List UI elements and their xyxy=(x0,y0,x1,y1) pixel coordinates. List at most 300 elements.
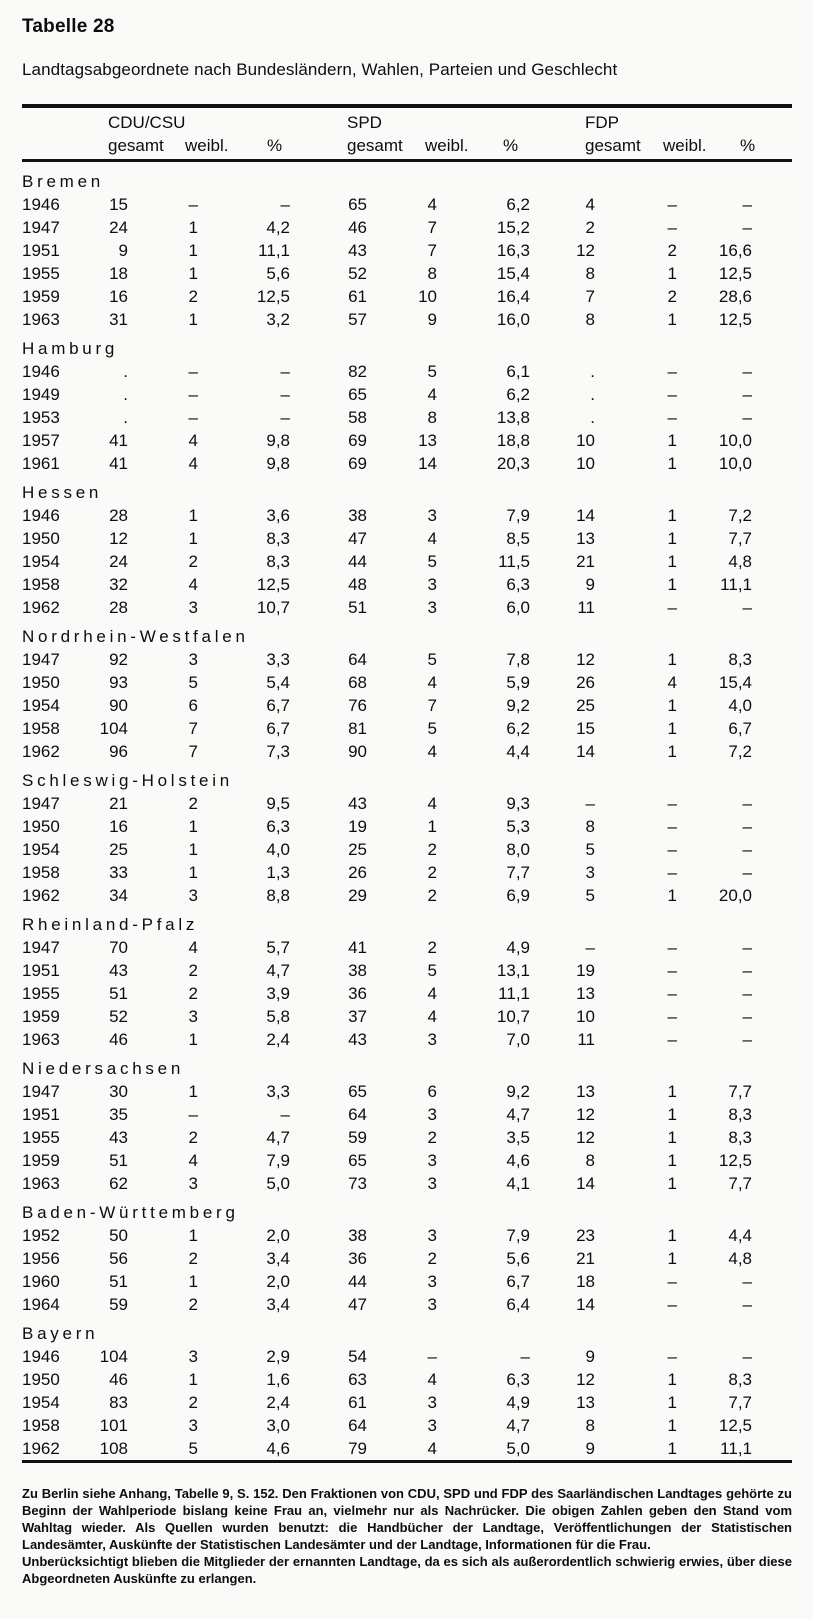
value-cell: 9 xyxy=(427,310,437,329)
value-cell: 7 xyxy=(585,287,595,306)
value-cell: 1 xyxy=(188,1226,198,1245)
value-cell: – xyxy=(520,1347,530,1366)
value-cell: 13 xyxy=(576,529,595,548)
value-cell: 61 xyxy=(348,287,367,306)
value-cell: 2 xyxy=(427,840,437,859)
section-heading: Rheinland-Pfalz xyxy=(22,915,199,934)
value-cell: 1 xyxy=(667,719,677,738)
value-cell: 36 xyxy=(348,984,367,1003)
value-cell: 2,0 xyxy=(266,1226,290,1245)
year-cell: 1949 xyxy=(22,385,60,404)
value-cell: 6 xyxy=(427,1082,437,1101)
value-cell: 101 xyxy=(99,1416,128,1435)
value-cell: 3 xyxy=(427,1295,437,1314)
year-cell: 1962 xyxy=(22,742,60,761)
value-cell: 3 xyxy=(188,1007,198,1026)
value-cell: 14 xyxy=(576,742,595,761)
value-cell: 2 xyxy=(667,241,677,260)
value-cell: 1 xyxy=(667,1151,677,1170)
value-cell: 83 xyxy=(109,1393,128,1412)
value-cell: 4 xyxy=(585,195,595,214)
value-cell: 5 xyxy=(427,552,437,571)
value-cell: 5,6 xyxy=(506,1249,530,1268)
value-cell: – xyxy=(667,385,677,404)
value-cell: 24 xyxy=(109,552,128,571)
value-cell: 6,7 xyxy=(266,696,290,715)
value-cell: – xyxy=(742,1272,752,1291)
value-cell: 64 xyxy=(348,650,367,669)
value-cell: 7,9 xyxy=(506,1226,530,1245)
value-cell: 1 xyxy=(188,840,198,859)
value-cell: 24 xyxy=(109,218,128,237)
value-cell: – xyxy=(585,794,595,813)
value-cell: 33 xyxy=(109,863,128,882)
value-cell: 12 xyxy=(576,1105,595,1124)
year-cell: 1950 xyxy=(22,529,60,548)
value-cell: 2 xyxy=(188,552,198,571)
value-cell: 13 xyxy=(576,984,595,1003)
year-cell: 1955 xyxy=(22,984,60,1003)
year-cell: 1953 xyxy=(22,408,60,427)
col-header-cdu-weibl: weibl. xyxy=(185,136,229,155)
value-cell: 3 xyxy=(188,598,198,617)
value-cell: 1 xyxy=(667,1174,677,1193)
col-header-cdu-pct: % xyxy=(267,136,283,155)
value-cell: 41 xyxy=(109,431,128,450)
table-row xyxy=(22,815,752,838)
value-cell: 6,1 xyxy=(506,362,530,381)
value-cell: 52 xyxy=(109,1007,128,1026)
value-cell: 38 xyxy=(348,506,367,525)
value-cell: 16 xyxy=(109,817,128,836)
value-cell: 4,7 xyxy=(266,1128,290,1147)
value-cell: 2,4 xyxy=(266,1030,290,1049)
value-cell: 2 xyxy=(427,863,437,882)
table-row xyxy=(22,452,752,475)
value-cell: 4 xyxy=(427,529,437,548)
year-cell: 1946 xyxy=(22,362,60,381)
value-cell: 69 xyxy=(348,431,367,450)
value-cell: – xyxy=(742,408,752,427)
value-cell: 6,0 xyxy=(506,598,530,617)
value-cell: – xyxy=(667,1295,677,1314)
value-cell: 21 xyxy=(576,552,595,571)
table-row xyxy=(22,504,752,527)
table-row xyxy=(22,1149,752,1172)
value-cell: 69 xyxy=(348,454,367,473)
section-heading: Hessen xyxy=(22,483,103,502)
value-cell: 7,7 xyxy=(728,1174,752,1193)
table-row xyxy=(22,838,752,861)
value-cell: 19 xyxy=(576,961,595,980)
value-cell: 11,1 xyxy=(498,984,530,1003)
value-cell: 108 xyxy=(99,1439,128,1458)
value-cell: 63 xyxy=(348,1370,367,1389)
value-cell: 6,7 xyxy=(506,1272,530,1291)
table-row xyxy=(22,1270,752,1293)
value-cell: 2 xyxy=(188,287,198,306)
value-cell: 1 xyxy=(667,310,677,329)
year-cell: 1954 xyxy=(22,1393,60,1412)
value-cell: 4 xyxy=(188,1151,198,1170)
value-cell: 1 xyxy=(667,1370,677,1389)
value-cell: 1 xyxy=(667,1226,677,1245)
value-cell: 4 xyxy=(427,794,437,813)
value-cell: 50 xyxy=(109,1226,128,1245)
value-cell: 1 xyxy=(667,454,677,473)
value-cell: 1 xyxy=(667,1249,677,1268)
value-cell: 1 xyxy=(188,1082,198,1101)
table-row xyxy=(22,648,752,671)
value-cell: . xyxy=(590,362,595,381)
value-cell: 1 xyxy=(188,1030,198,1049)
value-cell: 6,2 xyxy=(506,195,530,214)
value-cell: 26 xyxy=(348,863,367,882)
value-cell: – xyxy=(667,817,677,836)
value-cell: 5,0 xyxy=(266,1174,290,1193)
value-cell: 2 xyxy=(188,1295,198,1314)
table-row xyxy=(22,1126,752,1149)
value-cell: 18 xyxy=(109,264,128,283)
value-cell: 13 xyxy=(418,431,437,450)
value-cell: 6,3 xyxy=(506,575,530,594)
value-cell: 4 xyxy=(188,431,198,450)
value-cell: – xyxy=(742,1007,752,1026)
table-title: Landtagsabgeordnete nach Bundesländern, Wahlen, Parteien und Geschlecht xyxy=(22,60,618,79)
value-cell: 1 xyxy=(188,218,198,237)
value-cell: 5,8 xyxy=(266,1007,290,1026)
table-row xyxy=(22,1005,752,1028)
value-cell: 12,5 xyxy=(718,1151,752,1170)
value-cell: 13 xyxy=(576,1082,595,1101)
value-cell: 3 xyxy=(427,1151,437,1170)
value-cell: 31 xyxy=(109,310,128,329)
value-cell: 4 xyxy=(188,575,198,594)
value-cell: 6,2 xyxy=(506,385,530,404)
value-cell: 8,5 xyxy=(506,529,530,548)
year-cell: 1959 xyxy=(22,287,60,306)
value-cell: – xyxy=(667,938,677,957)
value-cell: – xyxy=(188,385,198,404)
value-cell: 34 xyxy=(109,886,128,905)
table-row xyxy=(22,936,752,959)
value-cell: 3 xyxy=(427,506,437,525)
value-cell: 18 xyxy=(576,1272,595,1291)
table-row xyxy=(22,717,752,740)
value-cell: 6,3 xyxy=(266,817,290,836)
year-cell: 1962 xyxy=(22,598,60,617)
value-cell: 1 xyxy=(188,264,198,283)
value-cell: – xyxy=(188,362,198,381)
year-cell: 1946 xyxy=(22,1347,60,1366)
value-cell: 1 xyxy=(667,1439,677,1458)
value-cell: 11,1 xyxy=(720,575,752,594)
value-cell: 23 xyxy=(576,1226,595,1245)
value-cell: 1,6 xyxy=(266,1370,290,1389)
value-cell: 4,4 xyxy=(506,742,530,761)
table-row xyxy=(22,383,752,406)
value-cell: 7,3 xyxy=(266,742,290,761)
value-cell: 37 xyxy=(348,1007,367,1026)
value-cell: 43 xyxy=(109,1128,128,1147)
value-cell: 59 xyxy=(109,1295,128,1314)
table-header xyxy=(22,108,792,159)
year-cell: 1951 xyxy=(22,1105,60,1124)
value-cell: 16,3 xyxy=(496,241,530,260)
year-cell: 1952 xyxy=(22,1226,60,1245)
value-cell: 4 xyxy=(188,938,198,957)
value-cell: 12 xyxy=(576,650,595,669)
value-cell: 104 xyxy=(99,1347,128,1366)
value-cell: – xyxy=(667,362,677,381)
col-header-cdu-gesamt: gesamt xyxy=(108,136,164,155)
table-row xyxy=(22,884,752,907)
table-row xyxy=(22,1172,752,1195)
value-cell: . xyxy=(123,385,128,404)
value-cell: 11 xyxy=(577,1030,595,1049)
value-cell: 12,5 xyxy=(256,287,290,306)
value-cell: 11,5 xyxy=(498,552,530,571)
value-cell: 7,9 xyxy=(266,1151,290,1170)
table-row xyxy=(22,1391,752,1414)
table-row xyxy=(22,1103,752,1126)
value-cell: 4,1 xyxy=(506,1174,530,1193)
year-cell: 1950 xyxy=(22,817,60,836)
value-cell: 2 xyxy=(667,287,677,306)
value-cell: 10,7 xyxy=(496,1007,530,1026)
value-cell: 5,6 xyxy=(266,264,290,283)
year-cell: 1963 xyxy=(22,310,60,329)
value-cell: 43 xyxy=(348,1030,367,1049)
value-cell: 5 xyxy=(427,362,437,381)
value-cell: 8 xyxy=(427,408,437,427)
table-row xyxy=(22,527,752,550)
year-cell: 1961 xyxy=(22,454,60,473)
value-cell: – xyxy=(742,385,752,404)
value-cell: 14 xyxy=(576,1295,595,1314)
value-cell: 11 xyxy=(577,598,595,617)
col-header-spd-pct: % xyxy=(503,136,519,155)
value-cell: 4 xyxy=(427,742,437,761)
value-cell: 1 xyxy=(667,1105,677,1124)
value-cell: 46 xyxy=(109,1030,128,1049)
value-cell: 1 xyxy=(667,696,677,715)
year-cell: 1955 xyxy=(22,264,60,283)
table-row xyxy=(22,694,752,717)
value-cell: 93 xyxy=(109,673,128,692)
value-cell: – xyxy=(742,984,752,1003)
value-cell: 12 xyxy=(576,1128,595,1147)
value-cell: – xyxy=(742,840,752,859)
col-header-fdp-gesamt: gesamt xyxy=(585,136,641,155)
value-cell: – xyxy=(742,1347,752,1366)
value-cell: 4,6 xyxy=(266,1439,290,1458)
value-cell: – xyxy=(742,863,752,882)
value-cell: 21 xyxy=(576,1249,595,1268)
table-row xyxy=(22,1247,752,1270)
value-cell: 9,5 xyxy=(266,794,290,813)
value-cell: 11,1 xyxy=(258,241,290,260)
value-cell: 3 xyxy=(188,1347,198,1366)
value-cell: 1 xyxy=(188,529,198,548)
section-heading: Bremen xyxy=(22,172,104,191)
value-cell: – xyxy=(667,863,677,882)
value-cell: 12,5 xyxy=(718,264,752,283)
value-cell: 5,7 xyxy=(266,938,290,957)
value-cell: 5 xyxy=(585,886,595,905)
value-cell: 8,3 xyxy=(728,1105,752,1124)
col-header-spd-gesamt: gesamt xyxy=(347,136,403,155)
value-cell: 4,7 xyxy=(506,1105,530,1124)
value-cell: 8,3 xyxy=(728,1370,752,1389)
value-cell: 54 xyxy=(348,1347,367,1366)
value-cell: . xyxy=(123,362,128,381)
section-heading: Baden-Württemberg xyxy=(22,1203,239,1222)
value-cell: 1 xyxy=(427,817,437,836)
table-row xyxy=(22,360,752,383)
value-cell: 15 xyxy=(109,195,128,214)
value-cell: . xyxy=(590,385,595,404)
value-cell: 64 xyxy=(348,1105,367,1124)
value-cell: 11,1 xyxy=(720,1439,752,1458)
table-row xyxy=(22,550,752,573)
value-cell: 8 xyxy=(585,264,595,283)
value-cell: 7,7 xyxy=(728,1393,752,1412)
value-cell: 29 xyxy=(348,886,367,905)
value-cell: 9,3 xyxy=(506,794,530,813)
value-cell: 7,2 xyxy=(728,742,752,761)
value-cell: 4,6 xyxy=(506,1151,530,1170)
value-cell: 104 xyxy=(99,719,128,738)
value-cell: 51 xyxy=(109,1151,128,1170)
value-cell: 1 xyxy=(667,264,677,283)
value-cell: 13,1 xyxy=(496,961,530,980)
value-cell: 32 xyxy=(109,575,128,594)
value-cell: 28 xyxy=(109,506,128,525)
table-row xyxy=(22,740,752,763)
value-cell: 3 xyxy=(427,1272,437,1291)
value-cell: 65 xyxy=(348,1082,367,1101)
value-cell: – xyxy=(667,1272,677,1291)
value-cell: 3,6 xyxy=(266,506,290,525)
section-heading: Nordrhein-Westfalen xyxy=(22,627,249,646)
value-cell: 73 xyxy=(348,1174,367,1193)
value-cell: 43 xyxy=(348,241,367,260)
value-cell: – xyxy=(742,938,752,957)
value-cell: 65 xyxy=(348,195,367,214)
year-cell: 1954 xyxy=(22,552,60,571)
value-cell: 10,0 xyxy=(718,431,752,450)
value-cell: 61 xyxy=(348,1393,367,1412)
year-cell: 1951 xyxy=(22,241,60,260)
value-cell: 35 xyxy=(109,1105,128,1124)
table-row xyxy=(22,596,752,619)
value-cell: 2 xyxy=(585,218,595,237)
value-cell: 8 xyxy=(585,1151,595,1170)
table-row xyxy=(22,1224,752,1247)
value-cell: 7,7 xyxy=(506,863,530,882)
value-cell: 10 xyxy=(418,287,437,306)
value-cell: 10 xyxy=(576,431,595,450)
year-cell: 1950 xyxy=(22,673,60,692)
value-cell: 7 xyxy=(427,218,437,237)
value-cell: 52 xyxy=(348,264,367,283)
value-cell: 41 xyxy=(348,938,367,957)
value-cell: 41 xyxy=(109,454,128,473)
value-cell: 2 xyxy=(427,938,437,957)
year-cell: 1947 xyxy=(22,1082,60,1101)
value-cell: – xyxy=(585,938,595,957)
value-cell: 15,2 xyxy=(496,218,530,237)
value-cell: 12 xyxy=(576,241,595,260)
value-cell: 1 xyxy=(667,506,677,525)
value-cell: 4,0 xyxy=(266,840,290,859)
year-cell: 1963 xyxy=(22,1174,60,1193)
value-cell: 46 xyxy=(348,218,367,237)
value-cell: 20,0 xyxy=(718,886,752,905)
value-cell: 3 xyxy=(427,1416,437,1435)
value-cell: 1 xyxy=(188,241,198,260)
value-cell: 15 xyxy=(576,719,595,738)
party-header-cdu-csu: CDU/CSU xyxy=(108,113,186,132)
value-cell: – xyxy=(280,195,290,214)
table-row xyxy=(22,1414,752,1437)
year-cell: 1955 xyxy=(22,1128,60,1147)
value-cell: – xyxy=(188,195,198,214)
year-cell: 1958 xyxy=(22,719,60,738)
value-cell: 3 xyxy=(427,575,437,594)
value-cell: 1 xyxy=(667,742,677,761)
value-cell: 43 xyxy=(109,961,128,980)
value-cell: – xyxy=(742,218,752,237)
value-cell: 4,7 xyxy=(266,961,290,980)
value-cell: 8,3 xyxy=(728,1128,752,1147)
value-cell: 3 xyxy=(427,598,437,617)
value-cell: 10 xyxy=(576,454,595,473)
value-cell: – xyxy=(188,408,198,427)
value-cell: 21 xyxy=(109,794,128,813)
value-cell: 4 xyxy=(427,385,437,404)
value-cell: 6,3 xyxy=(506,1370,530,1389)
value-cell: 3,5 xyxy=(506,1128,530,1147)
value-cell: 16 xyxy=(109,287,128,306)
value-cell: 6,2 xyxy=(506,719,530,738)
year-cell: 1960 xyxy=(22,1272,60,1291)
value-cell: 10,0 xyxy=(718,454,752,473)
value-cell: 2 xyxy=(427,1249,437,1268)
value-cell: 4,0 xyxy=(728,696,752,715)
value-cell: 3,3 xyxy=(266,650,290,669)
year-cell: 1959 xyxy=(22,1151,60,1170)
value-cell: – xyxy=(742,817,752,836)
value-cell: 38 xyxy=(348,1226,367,1245)
value-cell: 12,5 xyxy=(256,575,290,594)
party-header-fdp: FDP xyxy=(585,113,619,132)
value-cell: 4 xyxy=(427,1007,437,1026)
table-number-heading: Tabelle 28 xyxy=(22,16,115,37)
value-cell: 16,6 xyxy=(718,241,752,260)
value-cell: 64 xyxy=(348,1416,367,1435)
value-cell: 5 xyxy=(427,961,437,980)
value-cell: 26 xyxy=(576,673,595,692)
table-row xyxy=(22,1437,752,1460)
value-cell: 10,7 xyxy=(256,598,290,617)
subcolumn-header-row xyxy=(22,134,792,157)
value-cell: 28 xyxy=(109,598,128,617)
footnote-paragraph-1: Zu Berlin siehe Anhang, Tabelle 9, S. 152. Den Fraktionen von CDU, SPD und FDP des Saarländischen Landtages gehörte zu Beginn der Wahlperiode bislang keine Frau an, vielmehr nur als Nachrücker. Die obigen Zahlen geben den Stand vom Wahltag wieder. Als Quellen wurden benutzt: die Handbücher der Landtage, Veröffentlichungen der Statistischen Landesämter, Auskünfte der Statistischen Landesämter und der Landtage, Informationen für die Frau. xyxy=(22,1486,792,1552)
value-cell: 3 xyxy=(427,1226,437,1245)
table-row xyxy=(22,406,752,429)
